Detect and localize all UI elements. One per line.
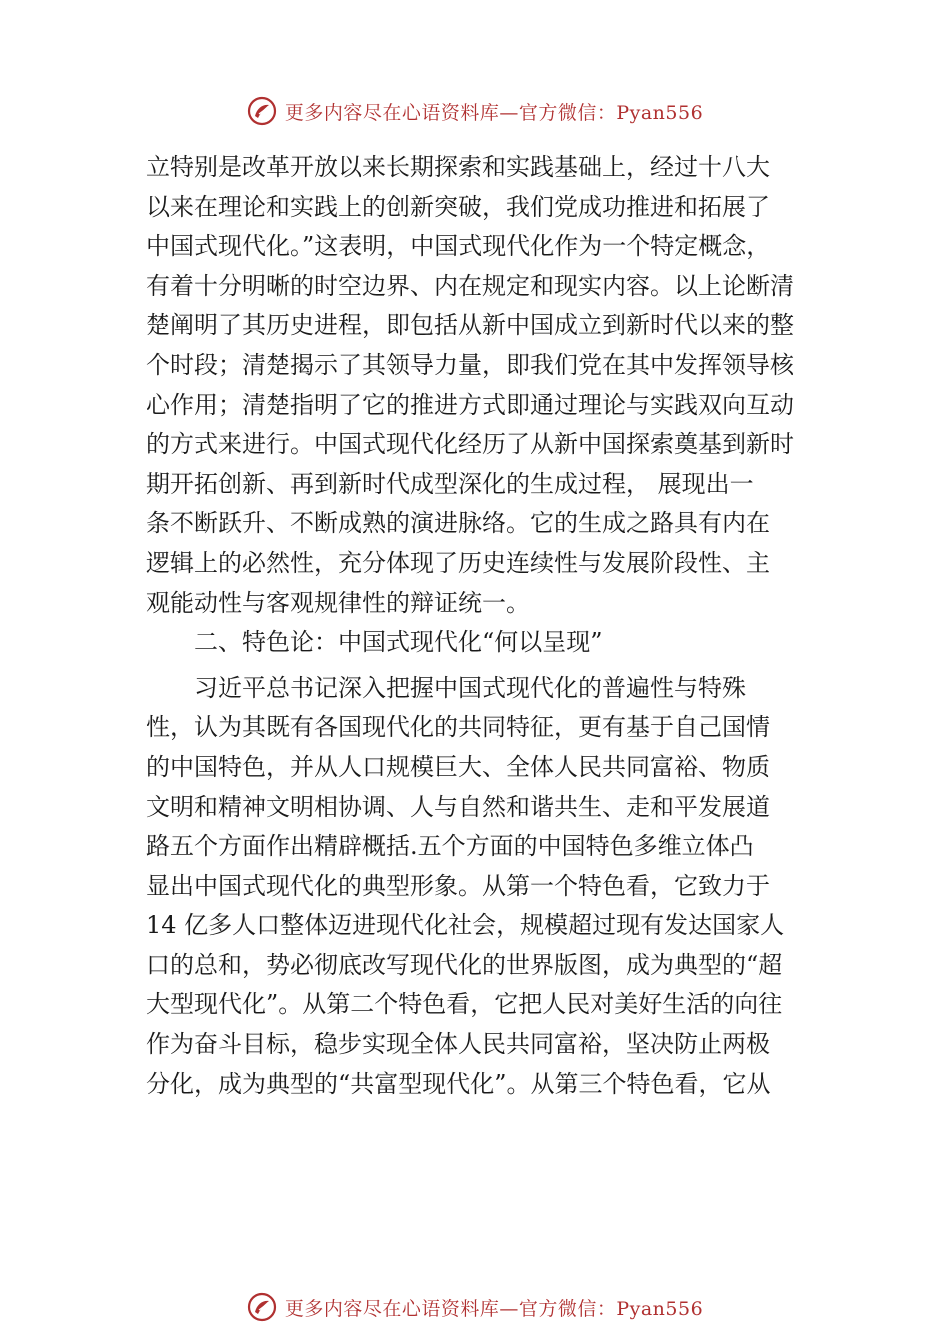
brand-logo-icon bbox=[247, 1292, 277, 1322]
text-line: 心作用；清楚指明了它的推进方式即通过理论与实践双向互动 bbox=[146, 390, 794, 419]
watermark-text: 更多内容尽在心语资料库—官方微信：Pyan556 bbox=[284, 1297, 704, 1320]
document-body bbox=[146, 148, 818, 1104]
text-line: 分化，成为典型的“共富型现代化”。从第三个特色看，它从 bbox=[146, 1069, 771, 1098]
text-line: 观能动性与客观规律性的辩证统一。 bbox=[146, 588, 530, 617]
paragraph-2 bbox=[146, 669, 818, 1105]
text-line: 以来在理论和实践上的创新突破，我们党成功推进和拓展了 bbox=[146, 192, 770, 221]
text-line: 口的总和，势必彻底改写现代化的世界版图，成为典型的“超 bbox=[146, 950, 783, 979]
header-watermark bbox=[0, 96, 950, 126]
text-line: 大型现代化”。从第二个特色看，它把人民对美好生活的向往 bbox=[146, 990, 783, 1019]
text-line: 逻辑上的必然性，充分体现了历史连续性与发展阶段性、主 bbox=[146, 548, 770, 577]
text-line: 的方式来进行。中国式现代化经历了从新中国探索奠基到新时 bbox=[146, 430, 794, 459]
text-line: 个时段；清楚揭示了其领导力量，即我们党在其中发挥领导核 bbox=[146, 350, 794, 379]
text-line: 楚阐明了其历史进程，即包括从新中国成立到新时代以来的整 bbox=[146, 311, 794, 340]
text-line: 路五个方面作出精辟概括.五个方面的中国特色多维立体凸 bbox=[146, 832, 754, 861]
footer-watermark bbox=[0, 1292, 950, 1322]
text-line: 期开拓创新、再到新时代成型深化的生成过程， 展现出一 bbox=[146, 469, 754, 498]
text-line: 的中国特色，并从人口规模巨大、全体人民共同富裕、物质 bbox=[146, 752, 770, 781]
watermark-text: 更多内容尽在心语资料库—官方微信：Pyan556 bbox=[284, 101, 704, 124]
text-line: 14 亿多人口整体迈进现代化社会，规模超过现有发达国家人 bbox=[146, 911, 785, 940]
text-line: 性，认为其既有各国现代化的共同特征，更有基于自己国情 bbox=[146, 713, 770, 742]
text-line: 习近平总书记深入把握中国式现代化的普遍性与特殊 bbox=[146, 673, 746, 702]
paragraph-1 bbox=[146, 148, 818, 623]
brand-logo-icon bbox=[247, 96, 277, 126]
section-heading: 二、特色论：中国式现代化“何以呈现” bbox=[146, 628, 603, 657]
text-line: 条不断跃升、不断成熟的演进脉络。它的生成之路具有内在 bbox=[146, 509, 770, 538]
text-line: 显出中国式现代化的典型形象。从第一个特色看，它致力于 bbox=[146, 871, 770, 900]
text-line: 作为奋斗目标，稳步实现全体人民共同富裕，坚决防止两极 bbox=[146, 1030, 770, 1059]
text-line: 有着十分明晰的时空边界、内在规定和现实内容。以上论断清 bbox=[146, 271, 794, 300]
text-line: 立特别是改革开放以来长期探索和实践基础上，经过十八大 bbox=[146, 153, 770, 181]
text-line: 文明和精神文明相协调、人与自然和谐共生、走和平发展道 bbox=[146, 792, 770, 821]
text-line: 中国式现代化。”这表明，中国式现代化作为一个特定概念， bbox=[146, 232, 771, 261]
